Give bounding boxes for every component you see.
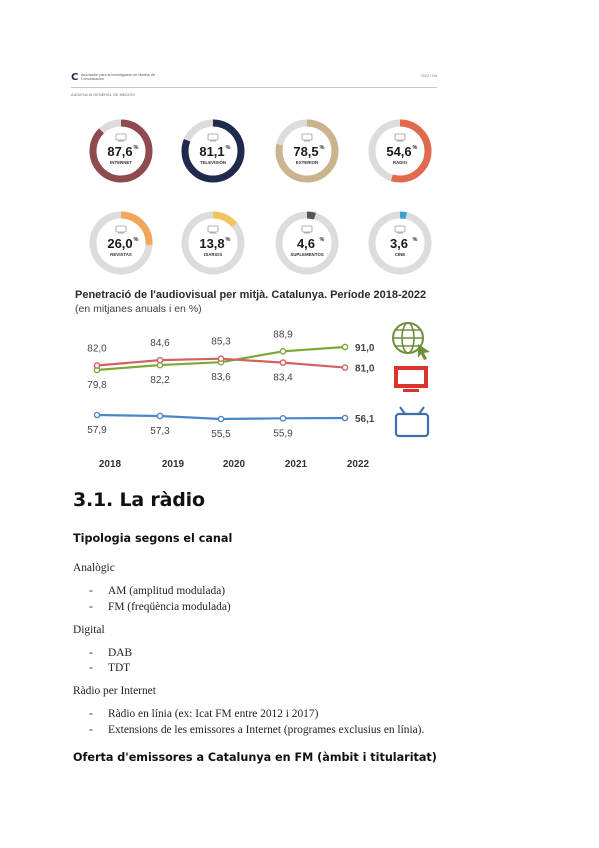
donut-value: 13,8 xyxy=(199,236,225,251)
percent-sign: % xyxy=(412,237,418,243)
donut-label: SUPLEMENTOS xyxy=(290,252,324,257)
list-item: - AM (amplitud modulada) xyxy=(89,585,226,597)
data-label: 84,6 xyxy=(150,338,170,350)
data-point xyxy=(342,344,347,349)
data-point xyxy=(280,349,285,354)
data-label: 85,3 xyxy=(211,336,231,348)
percent-sign: % xyxy=(319,237,325,243)
data-point xyxy=(342,415,347,420)
donut-value: 26,0 xyxy=(107,236,133,251)
percent-sign: % xyxy=(133,145,139,151)
percent-sign: % xyxy=(412,145,418,151)
group-title-digital: Digital xyxy=(73,624,105,636)
donut-value: 54,6 xyxy=(386,144,412,159)
subheading-fm-offer: Oferta d'emissores a Catalunya en FM (àmbit i titularitat) xyxy=(73,751,437,764)
chart-subtitle: (en mitjanes anuals i en %) xyxy=(75,303,202,315)
donut-value: 87,6 xyxy=(107,144,133,159)
donut-label: INTERNET xyxy=(110,160,132,165)
data-label: 56,1 xyxy=(355,414,375,425)
donut-label: TELEVISIÓN xyxy=(199,160,227,165)
percent-sign: % xyxy=(225,145,231,151)
data-label: 81,0 xyxy=(355,363,375,375)
percent-sign: % xyxy=(319,145,325,151)
tv-icon xyxy=(396,407,428,436)
x-tick-label: 2019 xyxy=(161,459,185,470)
x-tick-label: 2020 xyxy=(222,459,246,470)
data-label: 57,9 xyxy=(87,425,107,436)
x-tick-label: 2018 xyxy=(98,459,122,470)
chart-title: Penetració de l'audiovisual per mitjà. Catalunya. Període 2018-2022 xyxy=(75,289,427,301)
list-item: - Ràdio en línia (ex: Icat FM entre 2012 i 2017) xyxy=(89,708,319,720)
series-2 xyxy=(87,412,375,440)
donut-value: 4,6 xyxy=(296,236,316,251)
list-item: - TDT xyxy=(89,662,131,674)
donut-value: 3,6 xyxy=(389,236,409,251)
data-label: 55,9 xyxy=(273,428,293,440)
donut-label: RADIO xyxy=(392,160,408,165)
data-label: 82,0 xyxy=(87,343,107,355)
group-title-internet-radio: Ràdio per Internet xyxy=(73,685,156,697)
donut-label: DIARIOS xyxy=(203,252,223,257)
donut-value: 81,1 xyxy=(199,144,225,159)
data-label: 83,6 xyxy=(211,372,231,384)
subheading-typology: Tipologia segons el canal xyxy=(73,532,233,545)
report-section: AUDIENCIA GENERAL DE MEDIOS xyxy=(71,93,135,97)
globe-icon xyxy=(393,323,430,360)
report-id: 2022 / 2Ia xyxy=(421,74,437,78)
data-label: 83,4 xyxy=(273,372,293,384)
data-point xyxy=(157,413,162,418)
list-item: - Extensions de les emissores a Internet (programes exclusius en línia). xyxy=(89,724,425,736)
monitor-icon xyxy=(394,366,428,392)
donut-label: REVISTAS xyxy=(110,252,132,257)
list-item: - DAB xyxy=(89,647,133,659)
data-label: 57,3 xyxy=(150,426,170,437)
x-tick-label: 2021 xyxy=(284,459,308,470)
data-label: 79,8 xyxy=(87,380,107,391)
data-point xyxy=(280,360,285,365)
data-point xyxy=(280,416,285,421)
data-point xyxy=(94,412,99,417)
percent-sign: % xyxy=(225,237,231,243)
donut-value: 78,5 xyxy=(293,144,319,159)
aimc-logo: C xyxy=(71,72,79,83)
x-tick-label: 2022 xyxy=(346,459,370,470)
data-label: 91,0 xyxy=(355,343,375,354)
data-point xyxy=(218,416,223,421)
data-label: 88,9 xyxy=(273,329,293,341)
group-title-analog: Analògic xyxy=(73,562,115,574)
section-heading: 3.1. La ràdio xyxy=(73,489,205,511)
donut-label: EXTERIOR xyxy=(295,160,319,165)
data-label: 82,2 xyxy=(150,375,170,387)
data-point xyxy=(94,363,99,368)
org-name: Asociación para la Investigación de Medios de Comunicación xyxy=(81,73,155,81)
donut-label: CINE xyxy=(394,252,406,257)
percent-sign: % xyxy=(133,237,139,243)
list-item: - FM (freqüència modulada) xyxy=(89,601,231,613)
data-point xyxy=(218,356,223,361)
data-label: 55,5 xyxy=(211,429,231,440)
data-point xyxy=(342,365,347,370)
data-point xyxy=(157,358,162,363)
